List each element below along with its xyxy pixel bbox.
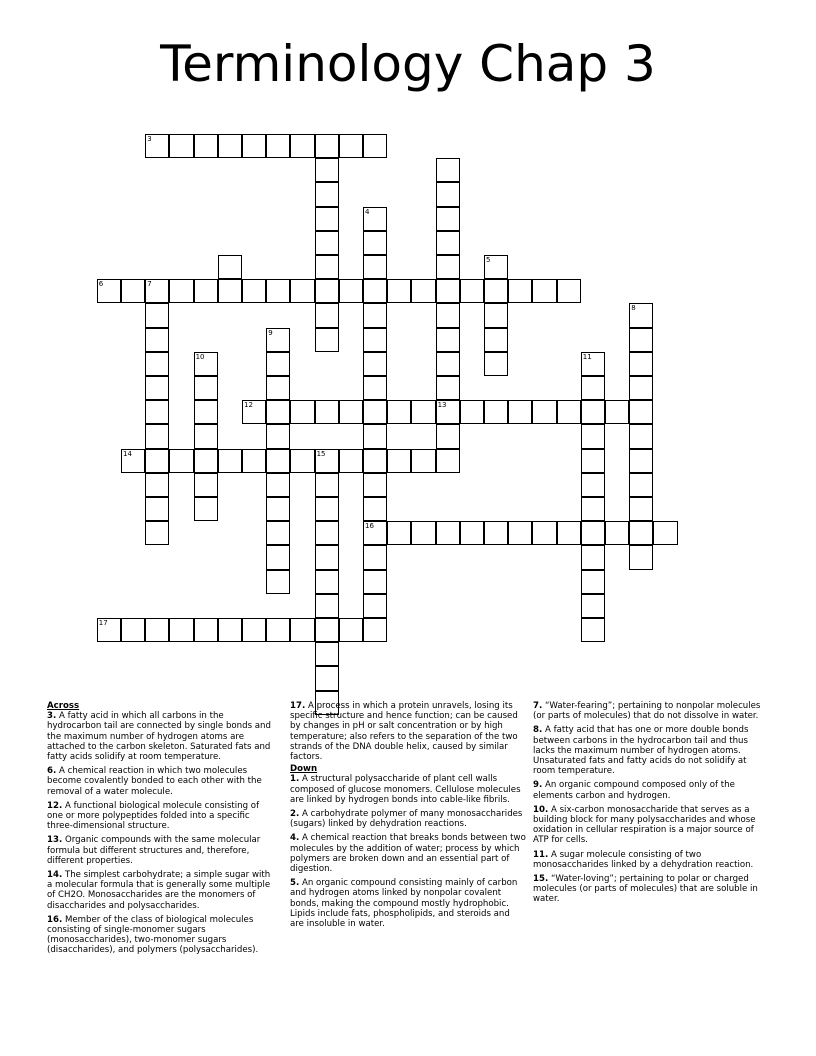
crossword-cell[interactable] [194,134,218,158]
crossword-cell[interactable] [484,400,508,424]
crossword-cell[interactable] [629,545,653,569]
crossword-cell[interactable] [460,400,484,424]
crossword-cell[interactable] [581,545,605,569]
clue-down-5: 5. An organic compound consisting mainly of carbon and hydrogen atoms linked by nonpolar covalent bonds, making the compound mostly hydrophobic. Lipids include fats, phospholipids, and steroids and are insoluble in water. [290,878,518,930]
crossword-cell[interactable] [629,497,653,521]
crossword-cell[interactable] [169,618,193,642]
clue-across-13: 13. Organic compounds with the same molecular formula but different structures and, therefore, different properties. [47,835,261,866]
crossword-cell[interactable] [411,521,435,545]
crossword-cell[interactable] [436,449,460,473]
clue-number: 10 [195,352,205,361]
crossword-cell[interactable] [339,134,363,158]
crossword-cell[interactable] [290,134,314,158]
crossword-cell[interactable] [266,570,290,594]
clue-number: 12 [244,401,253,410]
crossword-cell[interactable] [557,521,581,545]
crossword-cell[interactable] [145,424,169,448]
crossword-cell[interactable] [363,473,387,497]
crossword-cell[interactable] [484,279,508,303]
crossword-cell[interactable] [411,279,435,303]
crossword-cell[interactable] [460,279,484,303]
clue-across-17: 17. A process in which a protein unravels, losing its specific structure and hence function; can be caused by changes in pH or salt concentration or by high temperature; also refers to the separation of the two strands of the DNA double helix, caused by similar factors. [290,701,518,763]
crossword-cell[interactable] [145,134,169,158]
crossword-cell[interactable] [266,328,290,352]
crossword-cell[interactable] [242,279,266,303]
crossword-cell[interactable] [266,497,290,521]
crossword-cell[interactable] [315,328,339,352]
clue-number: 5 [486,256,491,264]
crossword-cell[interactable] [266,279,290,303]
crossword-cell[interactable] [194,497,218,521]
clue-across-12: 12. A functional biological molecule consisting of one or more polypeptides folded into a specific three-dimensional structure. [47,800,260,832]
clue-number: 3 [147,135,152,143]
crossword-cell[interactable] [145,618,169,642]
crossword-cell[interactable] [387,521,411,545]
crossword-cell[interactable] [145,449,169,473]
crossword-cell[interactable] [557,279,581,303]
crossword-cell[interactable] [532,279,556,303]
crossword-cell[interactable] [97,618,121,642]
clue-down-10: 10. A six-carbon monosaccharide that serves as a building block for many polysaccharides and whose oxidation in cellular respiration is a major source of ATP for cells. [533,804,756,846]
crossword-cell[interactable] [145,400,169,424]
crossword-cell[interactable] [97,279,121,303]
crossword-cell[interactable] [145,279,169,303]
crossword-cell[interactable] [266,449,290,473]
crossword-cell[interactable] [315,255,339,279]
crossword-cell[interactable] [363,207,387,231]
crossword-cell[interactable] [436,303,460,327]
crossword-cell[interactable] [363,231,387,255]
crossword-cell[interactable] [266,352,290,376]
crossword-cell[interactable] [581,473,605,497]
crossword-cell[interactable] [629,521,653,545]
clue-down-8: 8. A fatty acid that has one or more double bonds between carbons in the hydrocarbon tail and thus lacks the maximum number of hydrogen atoms. Unsaturated fats and fatty acids do not solidify at room temperature. [533,725,749,777]
crossword-cell[interactable] [653,521,677,545]
crossword-cell[interactable] [194,352,218,376]
crossword-cell[interactable] [315,473,339,497]
crossword-cell[interactable] [557,400,581,424]
crossword-cell[interactable] [363,424,387,448]
clue-across-14: 14. The simplest carbohydrate; a simple sugar with a molecular formula that is generally some multiple of CH2O. Monosaccharides are the monomers of disaccharides and polysaccharides. [47,870,271,911]
crossword-cell[interactable] [315,545,339,569]
crossword-cell[interactable] [315,400,339,424]
crossword-cell[interactable] [436,182,460,206]
crossword-cell[interactable] [363,279,387,303]
crossword-cell[interactable] [315,449,339,473]
crossword-cell[interactable] [145,376,169,400]
crossword-cell[interactable] [629,424,653,448]
crossword-cell[interactable] [218,255,242,279]
crossword-cell[interactable] [436,328,460,352]
crossword-cell[interactable] [242,449,266,473]
clue-down-2: 2. A carbohydrate polymer of many monosaccharides (sugars) linked by dehydration reactions. [290,809,523,830]
page-title: Terminology Chap 3 [160,35,656,93]
crossword-cell[interactable] [508,400,532,424]
crossword-cell[interactable] [266,376,290,400]
crossword-cell[interactable] [581,570,605,594]
clue-number: 9 [268,328,273,337]
crossword-cell[interactable] [315,134,339,158]
crossword-cell[interactable] [363,545,387,569]
crossword-cell[interactable] [339,449,363,473]
crossword-cell[interactable] [484,303,508,327]
crossword-cell[interactable] [581,449,605,473]
clues-column-1 [47,701,277,960]
crossword-cell[interactable] [145,352,169,376]
crossword-cell[interactable] [629,328,653,352]
crossword-cell[interactable] [218,449,242,473]
crossword-cell[interactable] [436,255,460,279]
crossword-cell[interactable] [532,521,556,545]
clue-number: 14 [123,449,132,458]
crossword-cell[interactable] [581,424,605,448]
crossword-cell[interactable] [581,618,605,642]
crossword-cell[interactable] [194,424,218,448]
crossword-cell[interactable] [363,400,387,424]
crossword-cell[interactable] [145,521,169,545]
clue-across-6: 6. A chemical reaction in which two molecules become covalently bonded to each other with the removal of a water molecule. [47,766,262,797]
crossword-cell[interactable] [629,400,653,424]
clue-number: 16 [365,522,374,531]
crossword-cell[interactable] [411,400,435,424]
crossword-cell[interactable] [194,449,218,473]
crossword-cell[interactable] [315,279,339,303]
crossword-cell[interactable] [339,279,363,303]
crossword-cell[interactable] [411,449,435,473]
crossword-cell[interactable] [436,231,460,255]
crossword-cell[interactable] [581,497,605,521]
crossword-cell[interactable] [315,207,339,231]
crossword-cell[interactable] [218,618,242,642]
crossword-cell[interactable] [436,352,460,376]
down-heading: Down [290,764,318,775]
crossword-cell[interactable] [266,400,290,424]
crossword-cell[interactable] [194,618,218,642]
clue-number: 8 [631,304,636,313]
crossword-cell[interactable] [194,279,218,303]
crossword-cell[interactable] [387,449,411,473]
crossword-cell[interactable] [242,134,266,158]
crossword-cell[interactable] [629,303,653,327]
crossword-cell[interactable] [363,521,387,545]
crossword-cell[interactable] [363,497,387,521]
clue-number: 17 [98,619,108,627]
crossword-cell[interactable] [315,642,339,666]
crossword-cell[interactable] [363,618,387,642]
clue-number: 11 [582,352,592,361]
clue-across-16: 16. Member of the class of biological molecules consisting of single-monomer sugars (monosaccharides), two-monomer sugars (disaccharides), and polymers (polysaccharides). [47,914,259,956]
crossword-cell[interactable] [460,521,484,545]
crossword-cell[interactable] [629,352,653,376]
crossword-cell[interactable] [629,449,653,473]
across-heading: Across [47,701,80,711]
clues-column-2 [290,701,526,933]
crossword-cell[interactable] [315,231,339,255]
crossword-cell[interactable] [290,449,314,473]
crossword-cell[interactable] [508,279,532,303]
crossword-cell[interactable] [315,618,339,642]
crossword-cell[interactable] [315,570,339,594]
clue-number: 4 [365,207,370,216]
clue-down-4: 4. A chemical reaction that breaks bonds between two molecules by the addition of water; process by which polymers are broken down and an essential part of digestion. [290,833,526,875]
crossword-cell[interactable] [629,473,653,497]
clue-down-1: 1. A structural polysaccharide of plant cell walls composed of glucose monomers. Cellulose molecules are linked by hydrogen bonds into cable-like fibrils. [290,774,521,805]
crossword-cell[interactable] [436,376,460,400]
crossword-cell[interactable] [121,279,145,303]
crossword-cell[interactable] [315,497,339,521]
crossword-cell[interactable] [145,473,169,497]
clue-down-9: 9. An organic compound composed only of the elements carbon and hydrogen. [533,780,735,801]
crossword-cell[interactable] [315,521,339,545]
crossword-cell[interactable] [315,594,339,618]
crossword-cell[interactable] [436,424,460,448]
crossword-cell[interactable] [363,376,387,400]
crossword-cell[interactable] [315,303,339,327]
crossword-cell[interactable] [581,521,605,545]
crossword-cell[interactable] [315,182,339,206]
crossword-cell[interactable] [363,570,387,594]
crossword-cell[interactable] [290,279,314,303]
crossword-cell[interactable] [266,545,290,569]
crossword-cell[interactable] [484,255,508,279]
crossword-cell[interactable] [581,376,605,400]
clues-column-3 [533,701,769,909]
crossword-cell[interactable] [339,400,363,424]
crossword-cell[interactable] [363,255,387,279]
crossword-cell[interactable] [145,303,169,327]
crossword-cell[interactable] [508,521,532,545]
crossword-cell[interactable] [194,400,218,424]
crossword-cell[interactable] [363,449,387,473]
crossword-cell[interactable] [169,449,193,473]
crossword-cell[interactable] [315,158,339,182]
crossword-cell[interactable] [436,400,460,424]
crossword-cell[interactable] [242,400,266,424]
crossword-cell[interactable] [581,400,605,424]
crossword-cell[interactable] [339,618,363,642]
crossword-cell[interactable] [266,134,290,158]
crossword-cell[interactable] [266,473,290,497]
crossword-cell[interactable] [242,618,266,642]
crossword-cell[interactable] [194,376,218,400]
crossword-cell[interactable] [194,473,218,497]
crossword-cell[interactable] [169,134,193,158]
clue-number: 13 [437,401,447,410]
crossword-cell[interactable] [581,594,605,618]
crossword-cell[interactable] [436,279,460,303]
crossword-cell[interactable] [605,521,629,545]
crossword-cell[interactable] [121,618,145,642]
crossword-cell[interactable] [532,400,556,424]
clue-across-3: 3. A fatty acid in which all carbons in the hydrocarbon tail are connected by single bonds and the maximum number of hydrogen atoms are attached to the carbon skeleton. Saturated fats and fatty acids solidify at room temperature. [47,711,271,763]
crossword-cell[interactable] [290,618,314,642]
crossword-cell[interactable] [387,400,411,424]
crossword-cell[interactable] [218,134,242,158]
crossword-cell[interactable] [266,521,290,545]
crossword-cell[interactable] [315,666,339,690]
crossword-cell[interactable] [169,279,193,303]
crossword-cell[interactable] [145,497,169,521]
crossword-cell[interactable] [436,158,460,182]
crossword-cell[interactable] [484,352,508,376]
crossword-cell[interactable] [605,400,629,424]
crossword-cell[interactable] [484,521,508,545]
crossword-cell[interactable] [387,279,411,303]
clue-down-15: 15. “Water-loving”; pertaining to polar or charged molecules (or parts of molecules) that are soluble in water. [533,874,758,905]
crossword-cell[interactable] [363,594,387,618]
crossword-cell[interactable] [363,134,387,158]
crossword-cell[interactable] [121,449,145,473]
clue-down-11: 11. A sugar molecule consisting of two monosaccharides linked by a dehydration reaction. [533,849,754,870]
crossword-cell[interactable] [145,328,169,352]
crossword-cell[interactable] [266,424,290,448]
crossword-cell[interactable] [629,376,653,400]
crossword-cell[interactable] [363,303,387,327]
crossword-cell[interactable] [266,618,290,642]
crossword-cell[interactable] [363,328,387,352]
crossword-cell[interactable] [436,521,460,545]
crossword-cell[interactable] [436,207,460,231]
crossword-cell[interactable] [363,352,387,376]
crossword-cell[interactable] [581,352,605,376]
clue-number: 7 [147,280,152,289]
crossword-cell[interactable] [484,328,508,352]
clue-number: 6 [98,280,104,289]
crossword-cell[interactable] [290,400,314,424]
crossword-cell[interactable] [218,279,242,303]
clue-down-7: 7. “Water-fearing”; pertaining to nonpolar molecules (or parts of molecules) that do not dissolve in water. [533,701,761,722]
clue-number: 15 [316,449,326,458]
